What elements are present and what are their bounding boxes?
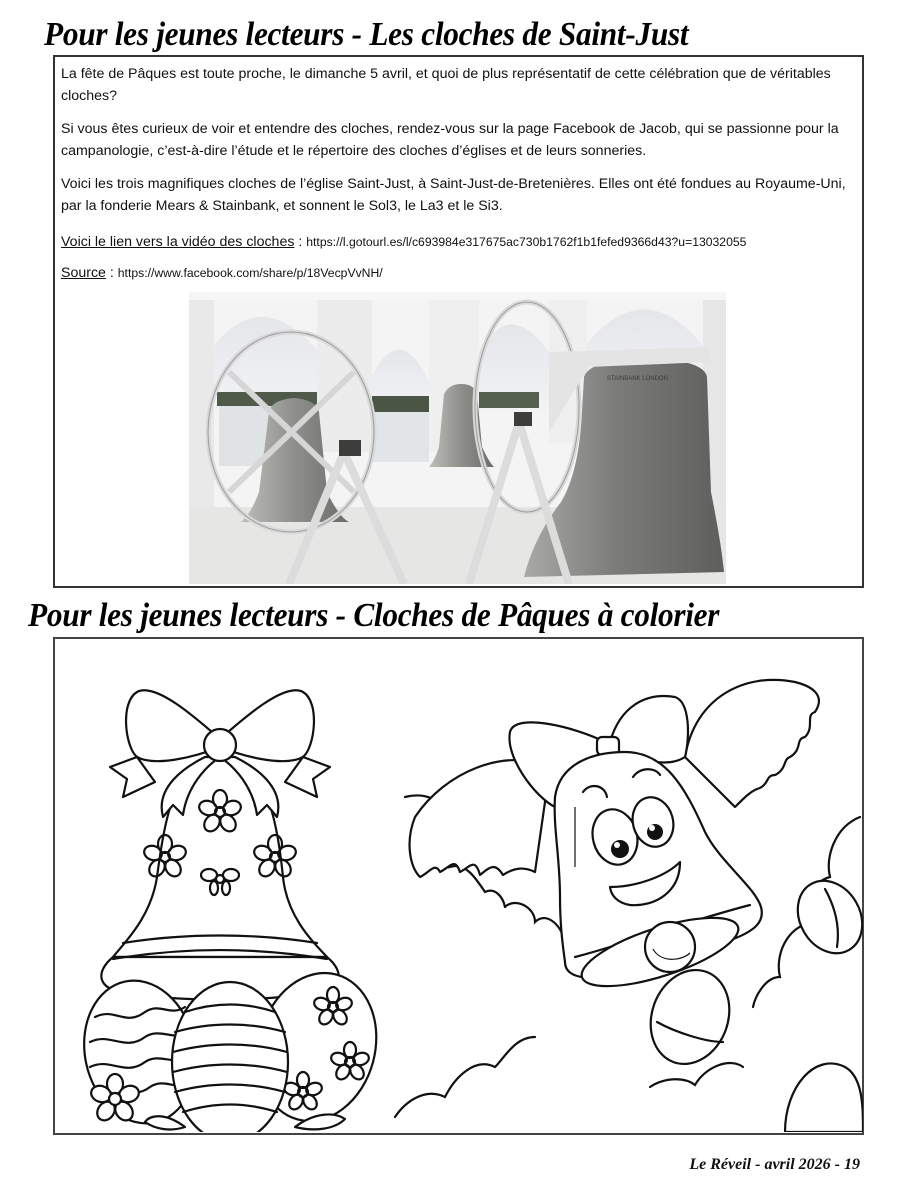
paragraph-easter: La fête de Pâques est toute proche, le dimanche 5 avril, et quoi de plus représentatif de cette célébration que de véritables cloches?	[61, 66, 831, 104]
paragraph-bells: Voici les trois magnifiques cloches de l’église Saint-Just, à Saint-Just-de-Bretenières. Elles ont été fondues au Royaume-Uni, par la fonderie Mears & Stainbank, et sonnent le Sol3, le La3 et le Si3.	[61, 176, 846, 214]
bells-photo	[189, 292, 726, 584]
bell-inscription: STAINBANK LONDON	[607, 376, 668, 382]
page-footer: Le Réveil - avril 2026 - 19	[689, 1156, 860, 1173]
coloring-bell-flowers-image	[65, 657, 395, 1132]
source-link-label[interactable]: Source	[61, 265, 106, 281]
article-heading: Pour les jeunes lecteurs - Les cloches de Saint-Just	[44, 16, 689, 53]
source-link-separator: :	[105, 265, 118, 281]
video-link-label[interactable]: Voici le lien vers la vidéo des cloches	[61, 234, 295, 250]
paragraph-facebook: Si vous êtes curieux de voir et entendre des cloches, rendez-vous sur la page Facebook de Jacob, qui se passionne pour la campanologie, c’est-à-dire l’étude et le répertoire des cloches d’églises et de leurs sonneries.	[61, 121, 839, 159]
article-box	[53, 55, 864, 588]
coloring-box	[53, 637, 864, 1135]
coloring-heading: Pour les jeunes lecteurs - Cloches de Pâques à colorier	[28, 597, 720, 634]
video-link-line	[61, 234, 746, 250]
source-link-url[interactable]: https://www.facebook.com/share/p/18VecpVvNH/	[117, 266, 383, 280]
coloring-winged-bell-image	[385, 657, 863, 1132]
video-link-separator: :	[294, 234, 307, 250]
video-link-url[interactable]: https://l.gotourl.es/l/c693984e317675ac730b1762f1b1fefed9366d43?u=13032055	[306, 235, 747, 249]
source-link-line	[61, 265, 383, 281]
